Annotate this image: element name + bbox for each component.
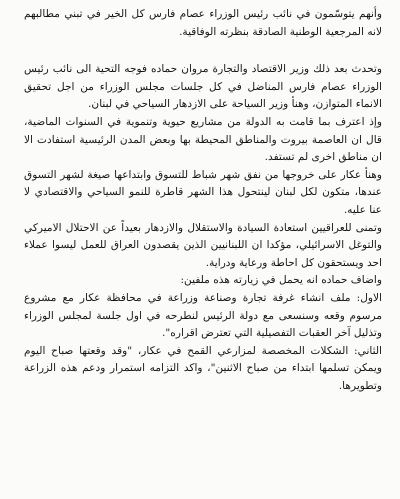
paragraph-gap (24, 41, 382, 61)
paragraph-8: الثاني: الشكلات المخصصة لمزارعي القمح في عكار، "وقد وقعتها صباح اليوم ويمكن تسلمها ابتداء من صباح الاثنين"، واكد التزامه استمرار ودعم هذه الزراعة وتطويرها. (24, 344, 382, 392)
paragraph-7: الاول: ملف انشاء غرفة تجارة وصناعة وزراعة في محافظة عكار مع مشروع مرسوم وقعه وسنسعى مع دولة الرئيس لنطرحه في اول جلسة لمجلس الوزراء وتذليل آخر العقبات التفصيلية التي تعترض اقراره". (24, 291, 382, 340)
document-body (24, 6, 382, 395)
paragraph-3: وإذ اعترف بما قامت به الدولة من مشاريع حيوية وتنموية في السنوات الماضية، قال ان العاصمة بيروت والمناطق المحيطة بها وبعض المدن الرئيسية استفادت الا ان مناطق اخرى لم تستفد. (24, 115, 382, 164)
paragraph-2: وتحدث بعد ذلك وزير الاقتصاد والتجارة مروان حماده فوجه التحية الى نائب رئيس الوزراء عصام فارس المناضل في كل جلسات مجلس الوزراء من اجل تحقيق الانماء المتوازن، وهنأ وزير السياحة على الازدهار السياحي في لبنان. (24, 63, 382, 111)
paragraph-4: وهنأ عكار على خروجها من نفق شهر شباط للتسوق وابتداعها صيغة لشهر التسوق عندها، متكون لكل لبنان لينتحول هذا الشهر قاطرة للنمو السياحي والاقتصادي لا عنا عليه. (24, 168, 382, 216)
paragraph-5: وتمنى للعراقيين استعادة السيادة والاستقلال والازدهار بعيداً عن الاحتلال الاميركي والتوغل الاسرائيلي، مؤكدا ان اللبنانيين الذين يقصدون العراق للعمل ليسوا عملاء احد ويستحقون كل احاطة ورعاية ودراية. (24, 221, 382, 269)
paragraph-6: واضاف حماده انه يحمل في زيارته هذه ملفين: (180, 274, 382, 287)
paragraph-1: وأنهم يتوسّمون في نائب رئيس الوزراء عصام فارس كل الخير في تبني مطالبهم لانه المرجعية الوطنية الصادقة بنظرته الوفاقية. (24, 8, 382, 38)
